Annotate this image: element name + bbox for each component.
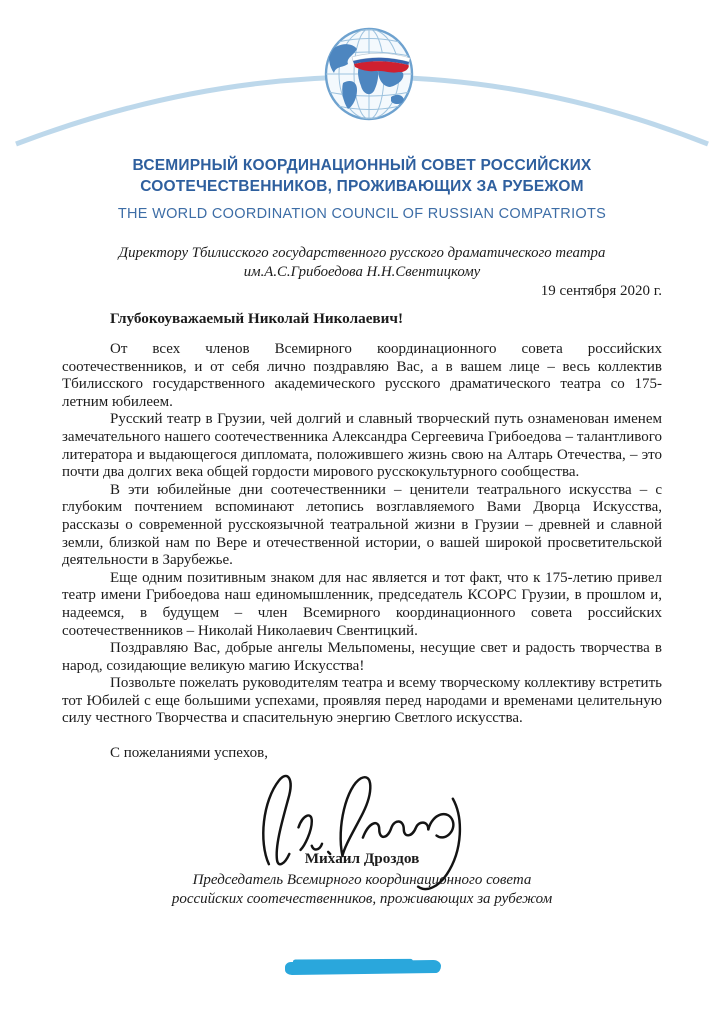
signer-title-line1: Председатель Всемирного координационного совета [192,872,532,889]
paragraph-5: Поздравляю Вас, добрые ангелы Мельпомены, несущие свет и радость творчества в народ, созидающие великую магию Искусства! [62,640,662,674]
letter-body-area [0,244,724,922]
addressee-block [62,244,662,282]
org-name-ru-line2: СООТЕЧЕСТВЕННИКОВ, ПРОЖИВАЮЩИХ ЗА РУБЕЖОМ [140,178,584,195]
org-name-ru-line1: ВСЕМИРНЫЙ КООРДИНАЦИОННЫЙ СОВЕТ РОССИЙСКИХ [132,157,592,174]
org-name-english: THE WORLD COORDINATION COUNCIL OF RUSSIAN COMPATRIOTS [117,206,607,222]
paragraph-1: От всех членов Всемирного координационного совета российских соотечественников, и от себя лично поздравляю Вас, а в вашем лице – весь коллектив Тбилисского государственного академического русского драматического театра со 175-летним юбилеем. [62,341,662,410]
letterhead-graphic [0,0,724,152]
closing-phrase: С пожеланиями успехов, [110,745,269,762]
paragraph-4: Еще одним позитивным знаком для нас является и тот факт, что к 175-летию привел театр имени Грибоедова наш единомышленник, председатель КСОРС Грузии, в прошлом и, надеемся, в будущем – член Всемирного координационного совета российских соотечественников – Николай Николаевич Свентицкий. [62,569,662,639]
salutation: Глубокоуважаемый Николай Николаевич! [110,310,404,327]
blue-brush-stroke [285,960,441,975]
letter-date: 19 сентября 2020 г. [540,283,662,299]
handwritten-signature-icon [250,764,485,902]
paragraph-2: Русский театр в Грузии, чей долгий и славный творческий путь ознаменован именем замечательного нашего соотечественника Александра Сергеевича Грибоедова – талантливого литератора и выдающегося дипломата, положившего жизнь свою на Алтарь Отечества, – это почти два долгих века общей гордости мирового русскокультурного сообщества. [62,411,662,481]
signer-name: Михаил Дроздов [304,850,420,868]
globe-logo-icon [326,29,412,119]
paragraph-3: В эти юбилейные дни соотечественники – ценители театрального искусства – с глубоким почтением вспоминают летопись возглавляемого Вами Дворца Искусства, рассказы о современной русскоязычной театральной жизни в Грузии – древней и славной земли, близкой нам по Вере и отечественной истории, о вашей широкой просветительской деятельности в Зарубежье. [62,481,662,569]
letter-paragraphs [62,341,662,728]
signer-title-line2: российских соотечественников, проживающих за рубежом [171,891,553,908]
paragraph-6: Позвольте пожелать руководителям театра и всему творческому коллективу встретить тот Юбилей с еще большими успехами, проявляя перед народами и временами целительную силу честного Творчества и спасительную энергию Светлого искусства. [62,675,662,727]
addressee-line1: Директору Тбилисского государственного русского драматического театра [118,245,606,261]
addressee-line2: им.А.С.Грибоедова Н.Н.Свентицкому [243,264,481,280]
org-name-russian [0,155,724,197]
signature-block [62,764,662,922]
